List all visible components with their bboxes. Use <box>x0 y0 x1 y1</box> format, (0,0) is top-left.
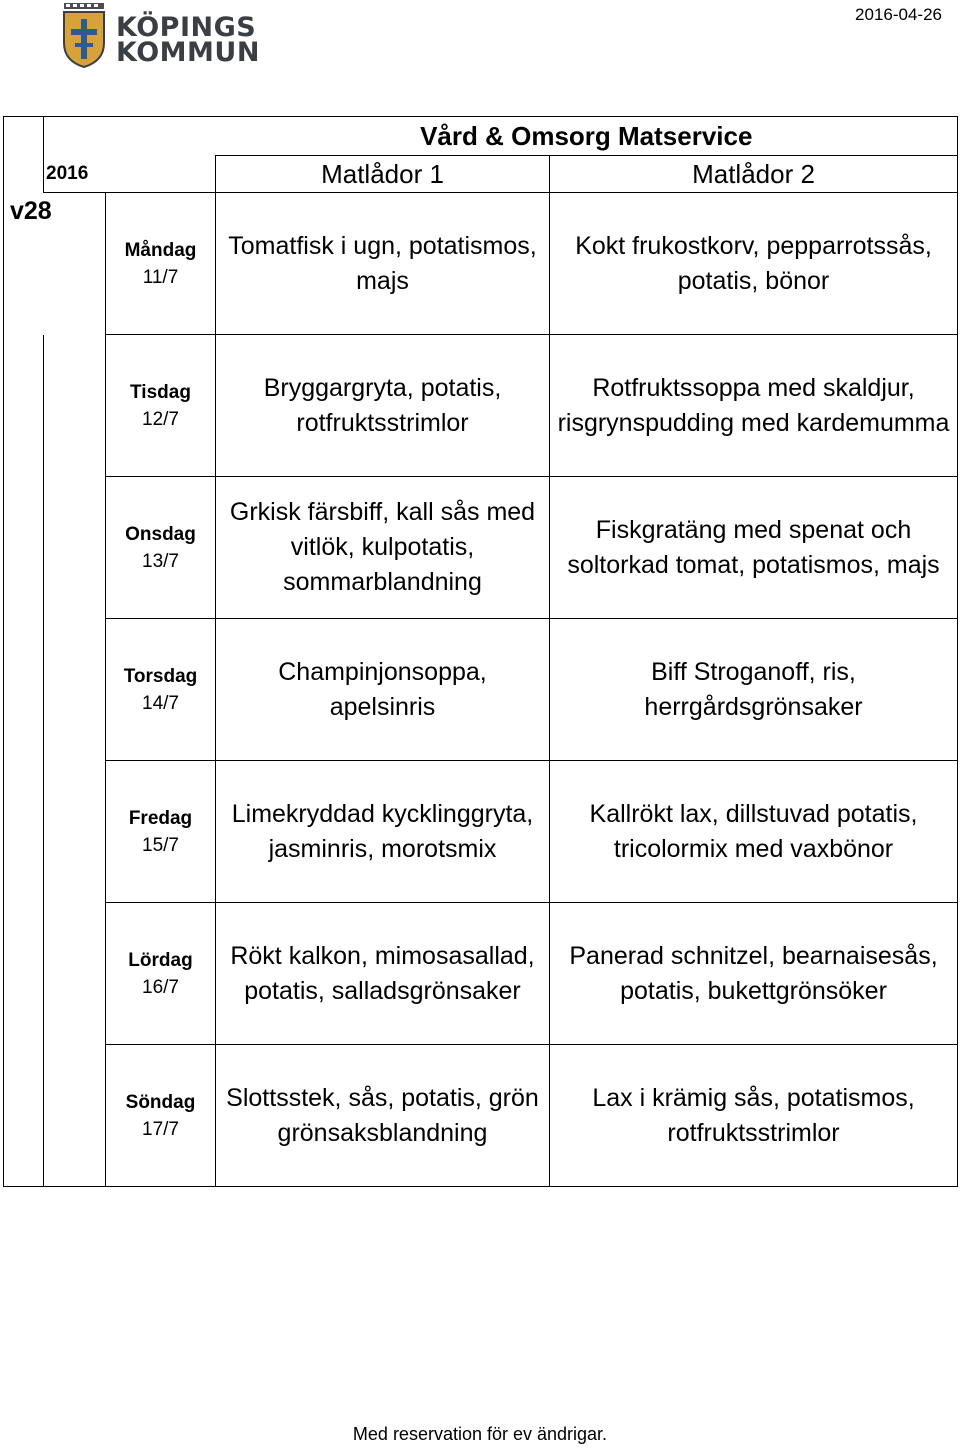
column-header-row <box>4 156 958 193</box>
blank-cell <box>44 619 106 761</box>
blank-cell <box>4 117 44 156</box>
day-date: 14/7 <box>142 692 179 714</box>
blank-cell <box>44 761 106 903</box>
dish-matlador-1: Champinjonsoppa, apelsinris <box>216 619 550 761</box>
day-date: 12/7 <box>142 408 179 430</box>
day-cell <box>106 761 216 903</box>
dish-matlador-2: Kallrökt lax, dillstuvad potatis, tricolormix med vaxbönor <box>550 761 958 903</box>
blank-cell <box>44 903 106 1045</box>
day-name: Söndag <box>125 1091 196 1113</box>
blank-cell <box>4 903 44 1045</box>
blank-cell <box>4 761 44 903</box>
day-cell <box>106 1045 216 1187</box>
dish-matlador-2: Panerad schnitzel, bearnaisesås, potatis, bukettgrönsöker <box>550 903 958 1045</box>
dish-matlador-1: Rökt kalkon, mimosasallad, potatis, salladsgrönsaker <box>216 903 550 1045</box>
day-name: Onsdag <box>125 523 196 545</box>
dish-matlador-2: Rotfruktssoppa med skaldjur, risgrynspudding med kardemumma <box>550 335 958 477</box>
document-date: 2016-04-26 <box>855 5 942 24</box>
title-row <box>4 117 958 156</box>
day-name: Torsdag <box>123 665 198 687</box>
coat-of-arms-icon <box>62 3 110 69</box>
day-name: Lördag <box>128 949 193 971</box>
blank-cell <box>44 1045 106 1187</box>
day-date: 15/7 <box>142 834 179 856</box>
blank-cell <box>4 1045 44 1187</box>
day-row <box>4 335 958 477</box>
dish-matlador-1: Bryggargryta, potatis, rotfruktsstrimlor <box>216 335 550 477</box>
day-row <box>4 903 958 1045</box>
day-row <box>4 193 958 335</box>
dish-matlador-2: Biff Stroganoff, ris, herrgårdsgrönsaker <box>550 619 958 761</box>
day-date: 16/7 <box>142 976 179 998</box>
blank-cell <box>4 477 44 619</box>
day-row <box>4 1045 958 1187</box>
column-header-matlador-2: Matlådor 2 <box>550 156 958 193</box>
day-name: Tisdag <box>130 381 191 403</box>
year-label: 2016 <box>44 156 216 193</box>
day-cell <box>106 335 216 477</box>
day-cell <box>106 619 216 761</box>
kopings-kommun-logo <box>62 3 262 69</box>
dish-matlador-1: Slottsstek, sås, potatis, grön grönsaksblandning <box>216 1045 550 1187</box>
day-row <box>4 619 958 761</box>
day-name: Måndag <box>124 239 197 261</box>
blank-cell <box>44 477 106 619</box>
day-cell <box>106 903 216 1045</box>
dish-matlador-2: Fiskgratäng med spenat och soltorkad tomat, potatismos, majs <box>550 477 958 619</box>
logo-text: KÖPINGS KOMMUN <box>116 12 260 68</box>
day-cell <box>106 193 216 335</box>
day-date: 17/7 <box>142 1118 179 1140</box>
column-header-matlador-1: Matlådor 1 <box>216 156 550 193</box>
blank-cell <box>106 117 216 156</box>
week-label: v28 <box>4 193 106 335</box>
day-date: 11/7 <box>142 266 179 288</box>
blank-cell <box>4 335 44 477</box>
blank-cell <box>4 619 44 761</box>
day-date: 13/7 <box>142 550 179 572</box>
dish-matlador-2: Lax i krämig sås, potatismos, rotfruktsstrimlor <box>550 1045 958 1187</box>
menu-table <box>3 116 958 1187</box>
dish-matlador-1: Tomatfisk i ugn, potatismos, majs <box>216 193 550 335</box>
day-name: Fredag <box>128 807 193 829</box>
blank-cell <box>44 335 106 477</box>
dish-matlador-1: Limekryddad kycklinggryta, jasminris, morotsmix <box>216 761 550 903</box>
day-cell <box>106 477 216 619</box>
dish-matlador-1: Grkisk färsbiff, kall sås med vitlök, kulpotatis, sommarblandning <box>216 477 550 619</box>
day-row <box>4 761 958 903</box>
day-row <box>4 477 958 619</box>
blank-cell <box>4 156 44 193</box>
dish-matlador-2: Kokt frukostkorv, pepparrotssås, potatis, bönor <box>550 193 958 335</box>
blank-cell <box>44 117 106 156</box>
footer-note: Med reservation för ev ändrigar. <box>352 1424 608 1444</box>
table-title: Vård & Omsorg Matservice <box>216 117 958 156</box>
